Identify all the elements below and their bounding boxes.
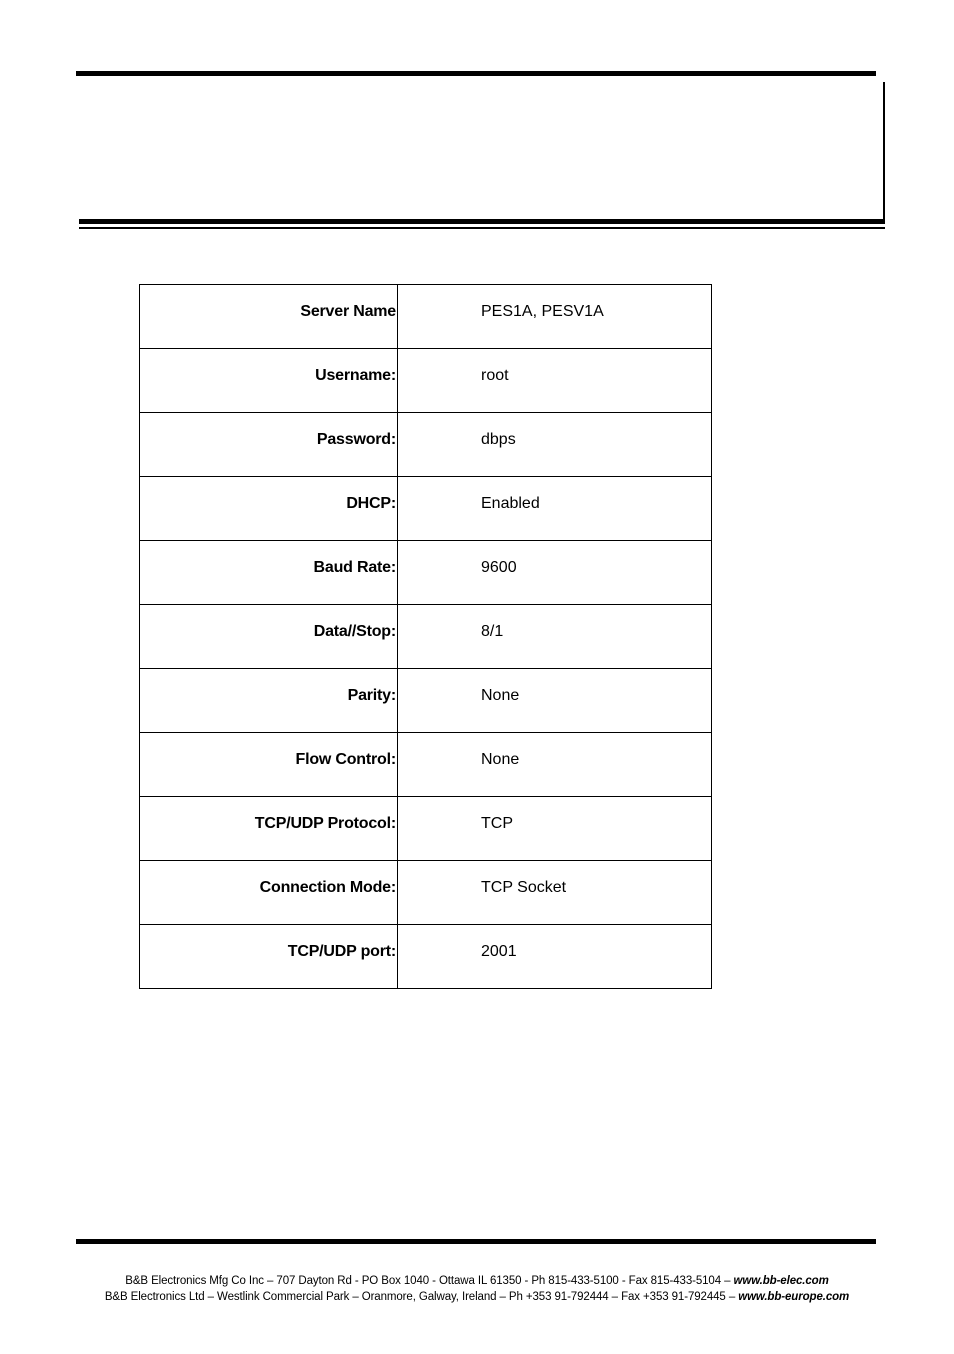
footer-line-us	[0, 1273, 954, 1289]
default-settings-table	[139, 284, 712, 989]
table-row	[140, 797, 712, 861]
table-row	[140, 605, 712, 669]
setting-value-tcp-udp-protocol: TCP	[398, 797, 712, 861]
footer-us-address: B&B Electronics Mfg Co Inc – 707 Dayton Rd - PO Box 1040 - Ottawa IL 61350 - Ph 815-433-5100 - Fax 815-433-5104 –	[125, 1275, 734, 1287]
setting-label-connection-mode: Connection Mode:	[140, 861, 398, 925]
header-right-rule	[883, 82, 885, 222]
setting-value-connection-mode: TCP Socket	[398, 861, 712, 925]
setting-value-data-stop: 8/1	[398, 605, 712, 669]
setting-value-parity: None	[398, 669, 712, 733]
footer-europe-address: B&B Electronics Ltd – Westlink Commercial Park – Oranmore, Galway, Ireland – Ph +353 91-792444 – Fax +353 91-792445 –	[104, 1291, 739, 1303]
setting-label-baud-rate: Baud Rate:	[140, 541, 398, 605]
footer-europe-website-link[interactable]: www.bb-europe.com	[738, 1291, 850, 1303]
setting-value-baud-rate: 9600	[398, 541, 712, 605]
setting-label-flow-control: Flow Control:	[140, 733, 398, 797]
setting-value-dhcp: Enabled	[398, 477, 712, 541]
setting-value-tcp-udp-port: 2001	[398, 925, 712, 989]
header-bottom-rule-thin	[79, 227, 885, 229]
table-row	[140, 285, 712, 349]
footer-us-website-link[interactable]: www.bb-elec.com	[733, 1275, 829, 1287]
setting-label-username: Username:	[140, 349, 398, 413]
footer-rule	[76, 1239, 876, 1244]
header-bottom-rule-thick	[79, 219, 885, 224]
table-row	[140, 541, 712, 605]
header-top-rule	[76, 71, 876, 76]
table-row	[140, 733, 712, 797]
footer-line-europe	[0, 1289, 954, 1305]
setting-label-tcp-udp-port: TCP/UDP port:	[140, 925, 398, 989]
setting-label-tcp-udp-protocol: TCP/UDP Protocol:	[140, 797, 398, 861]
table-row	[140, 669, 712, 733]
table-row	[140, 925, 712, 989]
page-footer	[0, 1273, 954, 1305]
setting-label-dhcp: DHCP:	[140, 477, 398, 541]
setting-label-password: Password:	[140, 413, 398, 477]
setting-label-server-name: Server Name	[140, 285, 398, 349]
table-row	[140, 477, 712, 541]
setting-value-password: dbps	[398, 413, 712, 477]
setting-value-flow-control: None	[398, 733, 712, 797]
table-row	[140, 349, 712, 413]
setting-label-parity: Parity:	[140, 669, 398, 733]
setting-label-data-stop: Data//Stop:	[140, 605, 398, 669]
setting-value-server-name: PES1A, PESV1A	[398, 285, 712, 349]
table-row	[140, 413, 712, 477]
setting-value-username: root	[398, 349, 712, 413]
table-row	[140, 861, 712, 925]
